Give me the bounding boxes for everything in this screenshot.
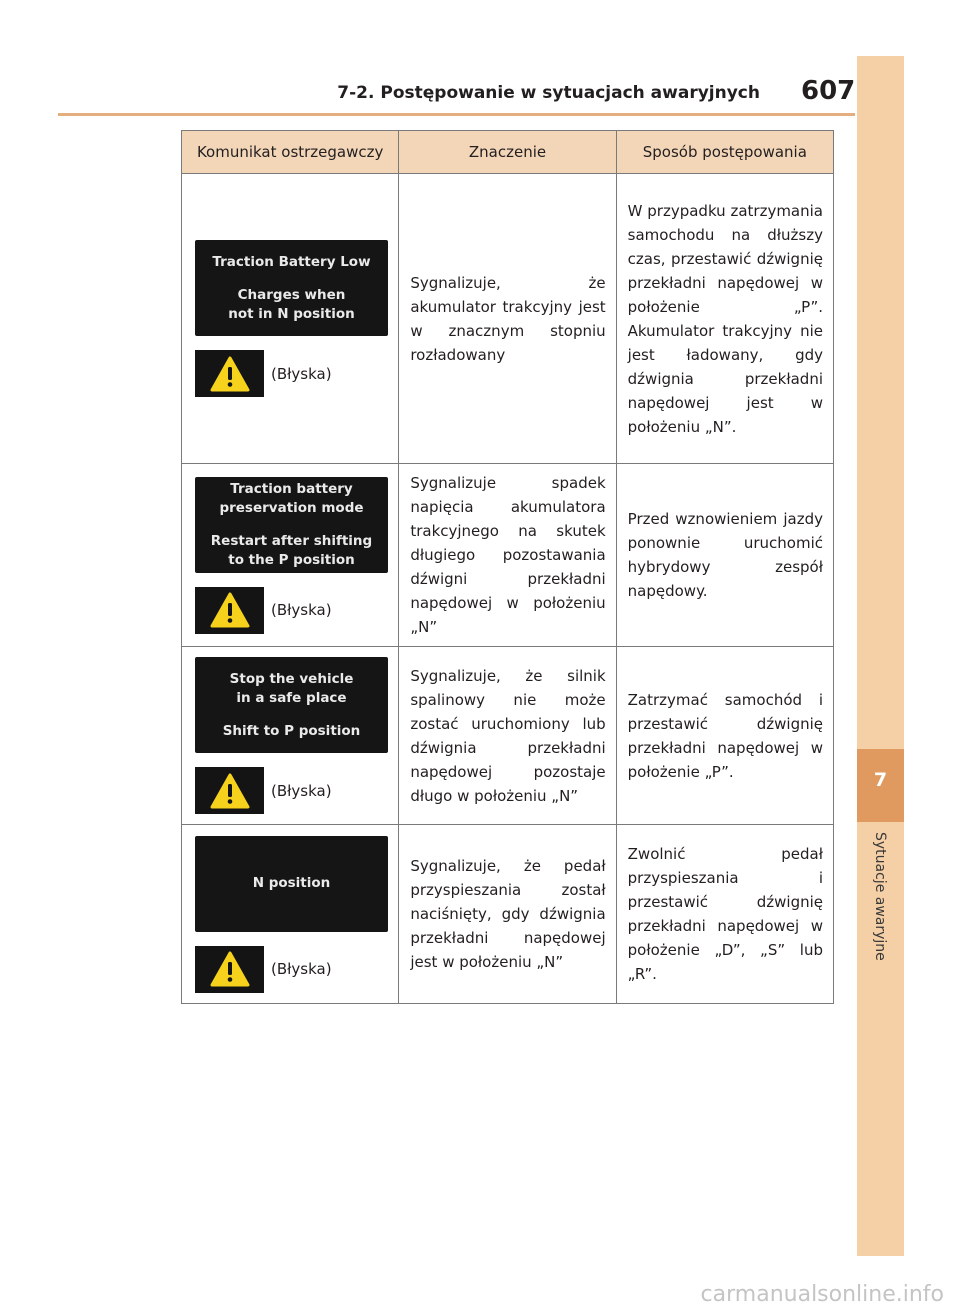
message-cell xyxy=(182,174,399,464)
flash-label: (Błyska) xyxy=(271,960,332,978)
page-number: 607 xyxy=(801,76,856,106)
warning-indicator xyxy=(195,350,264,397)
lcd-line: Restart after shifting xyxy=(210,532,373,549)
flash-row xyxy=(195,587,385,634)
table-header-row xyxy=(182,131,834,174)
lcd-line: to the P position xyxy=(228,551,355,568)
lcd-screen xyxy=(195,836,388,932)
column-header-action: Sposób postępowania xyxy=(616,131,833,174)
table-row xyxy=(182,174,834,464)
flash-label: (Błyska) xyxy=(271,364,332,383)
lcd-screen xyxy=(195,657,388,753)
message-display xyxy=(183,477,397,634)
meaning-cell xyxy=(399,825,616,1004)
message-cell xyxy=(182,647,399,825)
lcd-gap xyxy=(195,518,388,532)
action-text: Przed wznowieniem jazdy ponownie uruchomić hybrydowy zespół napędowy. xyxy=(627,510,823,600)
meaning-text: Sygnalizuje, że akumulator trakcyjny jest w znacznym stopniu rozładowany xyxy=(410,273,606,364)
message-display xyxy=(183,657,397,814)
action-cell xyxy=(616,825,833,1004)
chapter-title: Sytuacje awaryjne xyxy=(872,832,888,961)
message-display xyxy=(183,836,397,993)
meaning-cell xyxy=(399,647,616,825)
action-cell xyxy=(616,647,833,825)
warning-triangle-icon xyxy=(210,592,250,628)
warning-triangle-icon xyxy=(210,773,250,809)
message-cell xyxy=(182,825,399,1004)
table-row xyxy=(182,647,834,825)
action-cell xyxy=(616,464,833,647)
flash-label: (Błyska) xyxy=(271,781,332,800)
warning-indicator xyxy=(195,587,264,634)
header-rule xyxy=(58,113,855,116)
warning-triangle-icon xyxy=(210,356,250,392)
column-header-meaning: Znaczenie xyxy=(399,131,616,174)
flash-row xyxy=(195,767,385,814)
flash-row xyxy=(195,946,385,993)
column-header-message: Komunikat ostrzegawczy xyxy=(182,131,399,174)
lcd-gap xyxy=(195,708,388,722)
action-text: Zwolnić pedał przyspieszania i przestawić dźwignię przekładni napędowej w położenie „D”, „S” lub „R”. xyxy=(627,845,823,983)
lcd-line: Stop the vehicle xyxy=(229,670,354,687)
lcd-line: not in N position xyxy=(228,305,355,322)
meaning-text: Sygnalizuje, że silnik spalinowy nie może zostać uruchomiony lub dźwignia przekładni napędowej pozostaje długo w położeniu „N” xyxy=(410,666,606,805)
lcd-line: in a safe place xyxy=(236,689,347,706)
section-title: 7-2. Postępowanie w sytuacjach awaryjnych xyxy=(337,83,760,103)
table-row xyxy=(182,825,834,1004)
warning-triangle-icon xyxy=(210,951,250,987)
meaning-text: Sygnalizuje spadek napięcia akumulatora trakcyjnego na skutek długiego pozostawania dźwigni przekładni napędowej w położeniu „N” xyxy=(410,474,606,636)
lcd-gap xyxy=(195,272,388,286)
action-cell xyxy=(616,174,833,464)
side-tab xyxy=(857,56,904,1256)
message-cell xyxy=(182,464,399,647)
lcd-line: preservation mode xyxy=(219,499,364,516)
warning-indicator xyxy=(195,767,264,814)
flash-label: (Błyska) xyxy=(271,601,332,619)
flash-row xyxy=(195,350,385,397)
warning-message-table xyxy=(181,130,834,1004)
action-text: W przypadku zatrzymania samochodu na dłuższy czas, przestawić dźwignię przekładni napędowej w położenie „P”. Akumulator trakcyjny nie jest ładowany, gdy dźwignia przekładni napędowej jest w położeniu „N”. xyxy=(627,201,823,436)
lcd-line: Traction battery xyxy=(230,480,353,497)
action-text: Zatrzymać samochód i przestawić dźwignię przekładni napędowej w położenie „P”. xyxy=(627,690,823,781)
meaning-text: Sygnalizuje, że pedał przyspieszania został naciśnięty, gdy dźwignia przekładni napędowej jest w położeniu „N” xyxy=(410,857,606,971)
chapter-number: 7 xyxy=(873,769,888,791)
lcd-screen xyxy=(195,240,388,336)
lcd-line: Charges when xyxy=(237,286,346,303)
meaning-cell xyxy=(399,464,616,647)
lcd-screen xyxy=(195,477,388,573)
table-row xyxy=(182,464,834,647)
lcd-line: Shift to P position xyxy=(222,722,361,739)
lcd-line: N position xyxy=(252,875,331,891)
message-display xyxy=(183,240,397,397)
footer-watermark: carmanualsonline.info xyxy=(700,1282,944,1307)
warning-indicator xyxy=(195,946,264,993)
meaning-cell xyxy=(399,174,616,464)
lcd-line: Traction Battery Low xyxy=(212,253,371,270)
